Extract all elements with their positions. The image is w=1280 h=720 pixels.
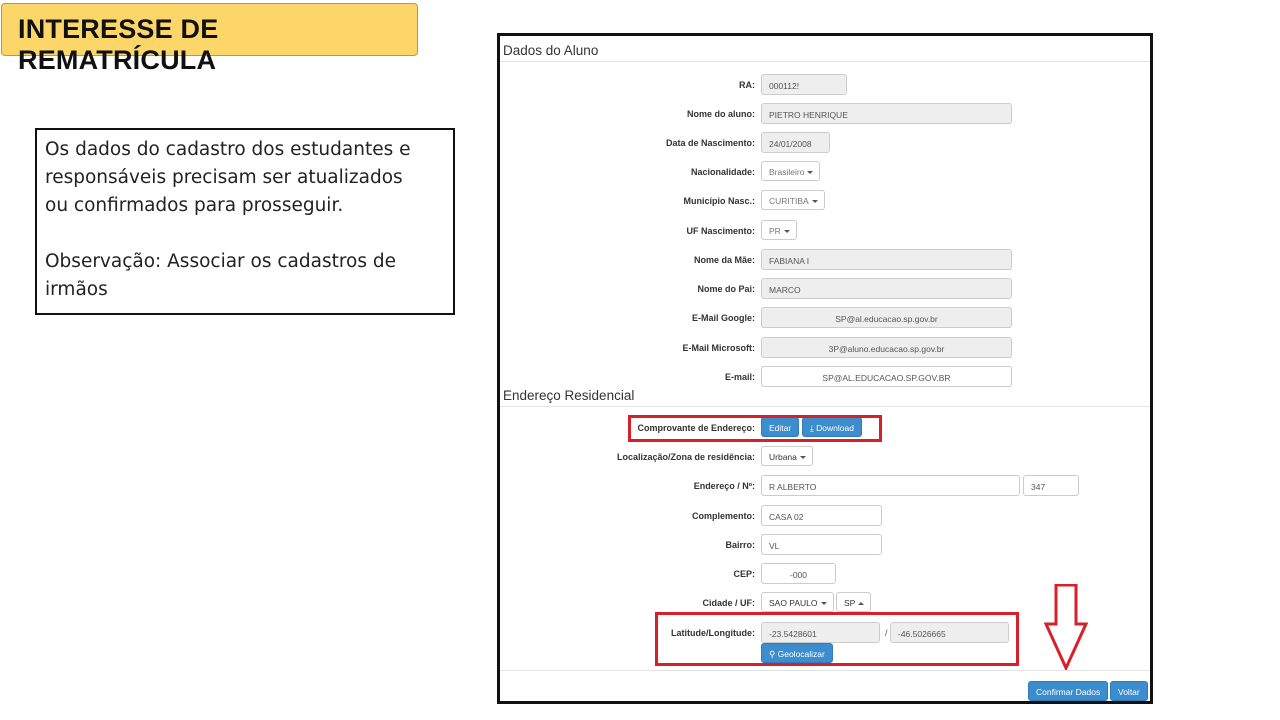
instruction-note (35, 128, 455, 315)
voltar-button[interactable]: Voltar (1110, 681, 1148, 701)
bairro-label: Bairro: (725, 540, 755, 550)
nacionalidade-value: Brasileiro (769, 167, 805, 177)
municipio-label: Município Nasc.: (683, 196, 755, 206)
uf-nasc-row (500, 220, 1150, 242)
latlng-label: Latitude/Longitude: (671, 628, 755, 638)
section-dados-aluno: Dados do Aluno (500, 38, 1150, 62)
highlight-comprovante (628, 415, 882, 442)
note-line: responsáveis precisam ser atualizados (45, 167, 403, 188)
zona-dropdown[interactable] (761, 446, 813, 466)
zona-value: Urbana (769, 452, 797, 462)
nascimento-row (500, 132, 1150, 154)
map-marker-icon: ⚲ (769, 649, 776, 659)
ra-row (500, 74, 1150, 96)
chevron-down-icon (807, 171, 813, 174)
confirmar-dados-button[interactable]: Confirmar Dados (1028, 681, 1108, 701)
footer-divider (500, 670, 1150, 671)
mae-label: Nome da Mãe: (693, 255, 755, 265)
municipio-value: CURITIBA (769, 196, 809, 206)
bairro-field[interactable]: VL (761, 534, 882, 555)
zona-label: Localização/Zona de residência: (616, 452, 755, 462)
cidade-value: SAO PAULO (769, 598, 818, 608)
nome-label: Nome do aluno: (687, 109, 755, 119)
microsoft-email-field[interactable]: 3P@aluno.educacao.sp.gov.br (761, 337, 1012, 358)
nacionalidade-label: Nacionalidade: (690, 167, 755, 177)
latitude-field[interactable]: -23.5428601 (761, 622, 880, 643)
endereco-field[interactable]: R ALBERTO (761, 475, 1020, 496)
endereco-label: Endereço / Nº: (693, 481, 755, 491)
microsoft-email-label: E-Mail Microsoft: (682, 343, 755, 353)
email-label: E-mail: (724, 372, 755, 382)
ra-field[interactable]: 000112! (761, 74, 847, 95)
pai-field[interactable]: MARCO (761, 278, 1012, 299)
cep-field[interactable]: -000 (761, 563, 836, 584)
pai-row (500, 278, 1150, 300)
complemento-field[interactable]: CASA 02 (761, 505, 882, 526)
uf-nasc-dropdown[interactable] (761, 220, 797, 240)
editar-button[interactable]: Editar (761, 417, 799, 437)
note-line: ou confirmados para prosseguir. (45, 195, 344, 216)
municipio-dropdown[interactable] (761, 190, 825, 210)
cidade-label: Cidade / UF: (702, 598, 755, 608)
google-email-field[interactable]: SP@al.educacao.sp.gov.br (761, 307, 1012, 328)
note-line: irmãos (45, 279, 108, 300)
mae-field[interactable]: FABIANA I (761, 249, 1012, 270)
highlight-latlng (655, 612, 1019, 666)
complemento-label: Complemento: (692, 511, 755, 521)
chevron-down-icon (821, 602, 827, 605)
latlng-separator: / (885, 628, 888, 638)
comprovante-label: Comprovante de Endereço: (637, 423, 755, 433)
chevron-down-icon (800, 456, 806, 459)
ra-label: RA: (739, 80, 755, 90)
note-line: Observação: Associar os cadastros de (45, 251, 397, 272)
download-icon: ⤓ (810, 423, 814, 433)
complemento-row (500, 505, 1150, 527)
cidade-dropdown[interactable] (761, 592, 834, 612)
arrow-down-icon (1044, 584, 1088, 670)
microsoft-email-row (500, 337, 1150, 359)
bairro-row (500, 534, 1150, 556)
nascimento-field[interactable]: 24/01/2008 (761, 132, 830, 153)
nome-row (500, 103, 1150, 125)
nascimento-label: Data de Nascimento: (665, 138, 755, 148)
chevron-down-icon (784, 230, 790, 233)
uf-nasc-label: UF Nascimento: (686, 226, 755, 236)
email-field[interactable]: SP@AL.EDUCACAO.SP.GOV.BR (761, 366, 1012, 387)
slide-title: INTERESSE DE REMATRÍCULA (1, 3, 418, 56)
municipio-row (500, 190, 1150, 212)
pai-label: Nome do Pai: (697, 284, 755, 294)
google-email-row (500, 307, 1150, 329)
zona-row (500, 446, 1150, 468)
geolocalizar-label: Geolocalizar (777, 649, 825, 659)
nacionalidade-row (500, 161, 1150, 183)
section-endereco: Endereço Residencial (500, 383, 1150, 407)
uf-value: SP (844, 598, 856, 608)
numero-field[interactable]: 347 (1023, 475, 1079, 496)
uf-dropdown[interactable] (836, 592, 871, 612)
nome-field[interactable]: PIETRO HENRIQUE (761, 103, 1012, 124)
chevron-up-icon (858, 602, 864, 605)
mae-row (500, 249, 1150, 271)
download-label: Download (816, 423, 854, 433)
cep-label: CEP: (733, 569, 755, 579)
chevron-down-icon (812, 200, 818, 203)
endereco-row (500, 475, 1150, 497)
note-line: Os dados do cadastro dos estudantes e (45, 139, 411, 160)
cep-row (500, 563, 1150, 585)
uf-nasc-value: PR (769, 226, 781, 236)
google-email-label: E-Mail Google: (692, 313, 755, 323)
nacionalidade-dropdown[interactable] (761, 161, 820, 181)
longitude-field[interactable]: -46.5026665 (890, 622, 1009, 643)
